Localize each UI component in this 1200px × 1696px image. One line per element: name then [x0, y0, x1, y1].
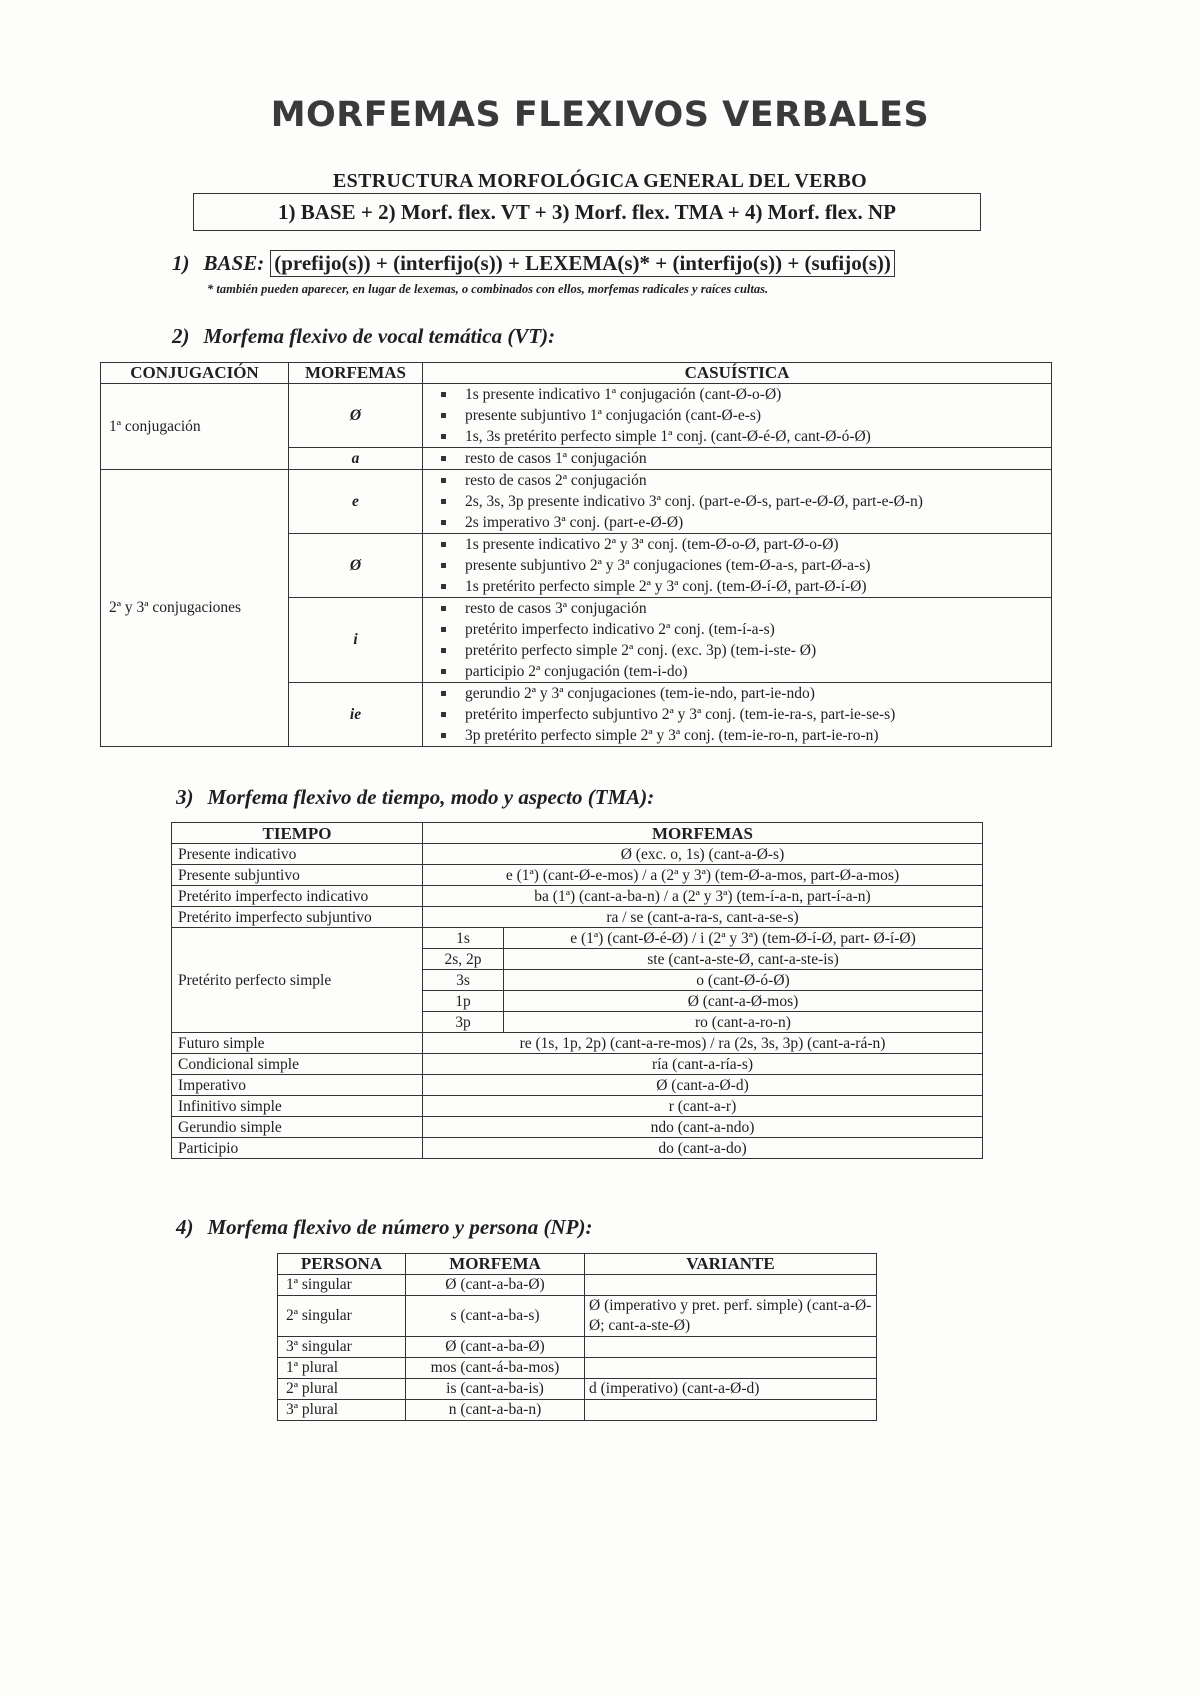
morpheme-cell: is (cant-a-ba-is)	[406, 1379, 585, 1400]
morpheme-cell: i	[289, 598, 423, 683]
tense-cell: Futuro simple	[172, 1033, 423, 1054]
table-row	[172, 1117, 983, 1138]
cases-cell	[423, 534, 1052, 598]
np-title: Morfema flexivo de número y persona (NP):	[207, 1215, 593, 1239]
morpheme-cell: ro (cant-a-ro-n)	[504, 1012, 983, 1033]
column-header: PERSONA	[278, 1254, 406, 1275]
table-row	[278, 1275, 877, 1296]
list-item: gerundio 2ª y 3ª conjugaciones (tem-ie-ndo, part-ie-ndo)	[465, 683, 1047, 704]
person-cell: 1s	[423, 928, 504, 949]
np-table	[277, 1253, 877, 1421]
morpheme-cell: e (1ª) (cant-Ø-é-Ø) / i (2ª y 3ª) (tem-Ø-í-Ø, part- Ø-í-Ø)	[504, 928, 983, 949]
morpheme-cell: Ø (exc. o, 1s) (cant-a-Ø-s)	[423, 844, 983, 865]
person-cell: 2s, 2p	[423, 949, 504, 970]
variant-cell: d (imperativo) (cant-a-Ø-d)	[585, 1379, 877, 1400]
morpheme-cell: r (cant-a-r)	[423, 1096, 983, 1117]
morpheme-cell: ría (cant-a-ría-s)	[423, 1054, 983, 1075]
tense-cell: Participio	[172, 1138, 423, 1159]
tma-title: Morfema flexivo de tiempo, modo y aspecto (TMA):	[207, 785, 655, 809]
morpheme-cell: ndo (cant-a-ndo)	[423, 1117, 983, 1138]
list-item: presente subjuntivo 1ª conjugación (cant-Ø-e-s)	[465, 405, 1047, 426]
person-cell: 3s	[423, 970, 504, 991]
list-item: 1s presente indicativo 2ª y 3ª conj. (tem-Ø-o-Ø, part-Ø-o-Ø)	[465, 534, 1047, 555]
cases-cell	[423, 384, 1052, 448]
table-row	[172, 907, 983, 928]
tense-cell: Imperativo	[172, 1075, 423, 1096]
table-row	[172, 865, 983, 886]
list-item: pretérito perfecto simple 2ª conj. (exc. 3p) (tem-i-ste- Ø)	[465, 640, 1047, 661]
tense-cell: Pretérito imperfecto indicativo	[172, 886, 423, 907]
person-cell: 3ª plural	[278, 1400, 406, 1421]
morpheme-cell: a	[289, 448, 423, 470]
page-title: MORFEMAS FLEXIVOS VERBALES	[270, 95, 930, 135]
cases-cell	[423, 470, 1052, 534]
cases-cell	[423, 598, 1052, 683]
morpheme-cell: s (cant-a-ba-s)	[406, 1296, 585, 1337]
morpheme-cell: ba (1ª) (cant-a-ba-n) / a (2ª y 3ª) (tem-í-a-n, part-í-a-n)	[423, 886, 983, 907]
table-header-row	[172, 823, 983, 844]
vt-heading	[172, 324, 555, 349]
morpheme-cell: ste (cant-a-ste-Ø, cant-a-ste-is)	[504, 949, 983, 970]
structure-heading: ESTRUCTURA MORFOLÓGICA GENERAL DEL VERBO	[333, 170, 867, 192]
list-item: pretérito imperfecto indicativo 2ª conj. (tem-í-a-s)	[465, 619, 1047, 640]
tense-cell: Condicional simple	[172, 1054, 423, 1075]
morpheme-cell: Ø (cant-a-ba-Ø)	[406, 1275, 585, 1296]
vt-table	[100, 362, 1052, 747]
list-item: resto de casos 1ª conjugación	[465, 448, 1047, 469]
column-header: MORFEMAS	[289, 363, 423, 384]
conjugation-cell: 1ª conjugación	[101, 384, 289, 470]
table-row	[278, 1296, 877, 1337]
morpheme-cell: re (1s, 1p, 2p) (cant-a-re-mos) / ra (2s, 3s, 3p) (cant-a-rá-n)	[423, 1033, 983, 1054]
morpheme-cell: do (cant-a-do)	[423, 1138, 983, 1159]
list-item: resto de casos 3ª conjugación	[465, 598, 1047, 619]
morpheme-cell: o (cant-Ø-ó-Ø)	[504, 970, 983, 991]
person-cell: 1ª plural	[278, 1358, 406, 1379]
table-row	[278, 1379, 877, 1400]
tense-cell: Presente subjuntivo	[172, 865, 423, 886]
list-item: 2s, 3s, 3p presente indicativo 3ª conj. (part-e-Ø-s, part-e-Ø-Ø, part-e-Ø-n)	[465, 491, 1047, 512]
table-row	[172, 886, 983, 907]
morpheme-cell: mos (cant-á-ba-mos)	[406, 1358, 585, 1379]
person-cell: 3p	[423, 1012, 504, 1033]
column-header: VARIANTE	[585, 1254, 877, 1275]
person-cell: 2ª singular	[278, 1296, 406, 1337]
variant-cell: Ø (imperativo y pret. perf. simple) (cant-a-Ø-Ø; cant-a-ste-Ø)	[585, 1296, 877, 1337]
column-header: MORFEMA	[406, 1254, 585, 1275]
morpheme-cell: Ø (cant-a-Ø-d)	[423, 1075, 983, 1096]
table-row	[172, 928, 983, 949]
morpheme-cell: ie	[289, 683, 423, 747]
list-item: presente subjuntivo 2ª y 3ª conjugaciones (tem-Ø-a-s, part-Ø-a-s)	[465, 555, 1047, 576]
morpheme-cell: Ø	[289, 534, 423, 598]
table-header-row	[278, 1254, 877, 1275]
column-header: MORFEMAS	[423, 823, 983, 844]
table-row	[172, 1138, 983, 1159]
person-cell: 3ª singular	[278, 1337, 406, 1358]
base-footnote: * también pueden aparecer, en lugar de lexemas, o combinados con ellos, morfemas radicales y raíces cultas.	[207, 282, 769, 296]
variant-cell	[585, 1275, 877, 1296]
conjugation-cell: 2ª y 3ª conjugaciones	[101, 470, 289, 747]
morpheme-cell: Ø (cant-a-ba-Ø)	[406, 1337, 585, 1358]
column-header: CONJUGACIÓN	[101, 363, 289, 384]
list-item: 1s presente indicativo 1ª conjugación (cant-Ø-o-Ø)	[465, 384, 1047, 405]
morpheme-cell: e	[289, 470, 423, 534]
variant-cell	[585, 1400, 877, 1421]
list-item: 1s pretérito perfecto simple 2ª y 3ª conj. (tem-Ø-í-Ø, part-Ø-í-Ø)	[465, 576, 1047, 597]
list-item: 2s imperativo 3ª conj. (part-e-Ø-Ø)	[465, 512, 1047, 533]
table-header-row	[101, 363, 1052, 384]
morpheme-cell: e (1ª) (cant-Ø-e-mos) / a (2ª y 3ª) (tem-Ø-a-mos, part-Ø-a-mos)	[423, 865, 983, 886]
table-row	[278, 1358, 877, 1379]
morpheme-cell: Ø	[289, 384, 423, 448]
table-row	[278, 1400, 877, 1421]
base-number: 1)	[172, 251, 190, 275]
person-cell: 2ª plural	[278, 1379, 406, 1400]
tense-cell: Presente indicativo	[172, 844, 423, 865]
variant-cell	[585, 1358, 877, 1379]
cases-cell	[423, 448, 1052, 470]
base-heading	[172, 250, 895, 277]
cases-cell	[423, 683, 1052, 747]
morpheme-cell: ra / se (cant-a-ra-s, cant-a-se-s)	[423, 907, 983, 928]
table-row	[278, 1337, 877, 1358]
table-row	[101, 384, 1052, 448]
tma-table	[171, 822, 983, 1159]
tma-number: 3)	[176, 785, 194, 809]
morpheme-cell: n (cant-a-ba-n)	[406, 1400, 585, 1421]
list-item: participio 2ª conjugación (tem-i-do)	[465, 661, 1047, 682]
tense-cell: Pretérito imperfecto subjuntivo	[172, 907, 423, 928]
np-heading	[176, 1215, 592, 1240]
vt-number: 2)	[172, 324, 190, 348]
table-row	[172, 844, 983, 865]
list-item: pretérito imperfecto subjuntivo 2ª y 3ª conj. (tem-ie-ra-s, part-ie-se-s)	[465, 704, 1047, 725]
variant-cell	[585, 1337, 877, 1358]
table-row	[172, 1075, 983, 1096]
tma-heading	[176, 785, 654, 810]
list-item: resto de casos 2ª conjugación	[465, 470, 1047, 491]
person-cell: 1p	[423, 991, 504, 1012]
table-row	[172, 1033, 983, 1054]
table-row	[172, 1096, 983, 1117]
tense-cell: Pretérito perfecto simple	[172, 928, 423, 1033]
vt-title: Morfema flexivo de vocal temática (VT):	[203, 324, 556, 348]
np-number: 4)	[176, 1215, 194, 1239]
column-header: CASUÍSTICA	[423, 363, 1052, 384]
structure-formula-box: 1) BASE + 2) Morf. flex. VT + 3) Morf. flex. TMA + 4) Morf. flex. NP	[193, 193, 981, 231]
morpheme-cell: Ø (cant-a-Ø-mos)	[504, 991, 983, 1012]
person-cell: 1ª singular	[278, 1275, 406, 1296]
tense-cell: Infinitivo simple	[172, 1096, 423, 1117]
column-header: TIEMPO	[172, 823, 423, 844]
table-row	[101, 470, 1052, 534]
table-row	[172, 1054, 983, 1075]
tense-cell: Gerundio simple	[172, 1117, 423, 1138]
base-label: BASE:	[203, 251, 265, 275]
list-item: 3p pretérito perfecto simple 2ª y 3ª conj. (tem-ie-ro-n, part-ie-ro-n)	[465, 725, 1047, 746]
base-formula-box: (prefijo(s)) + (interfijo(s)) + LEXEMA(s)* + (interfijo(s)) + (sufijo(s))	[270, 250, 895, 277]
list-item: 1s, 3s pretérito perfecto simple 1ª conj. (cant-Ø-é-Ø, cant-Ø-ó-Ø)	[465, 426, 1047, 447]
